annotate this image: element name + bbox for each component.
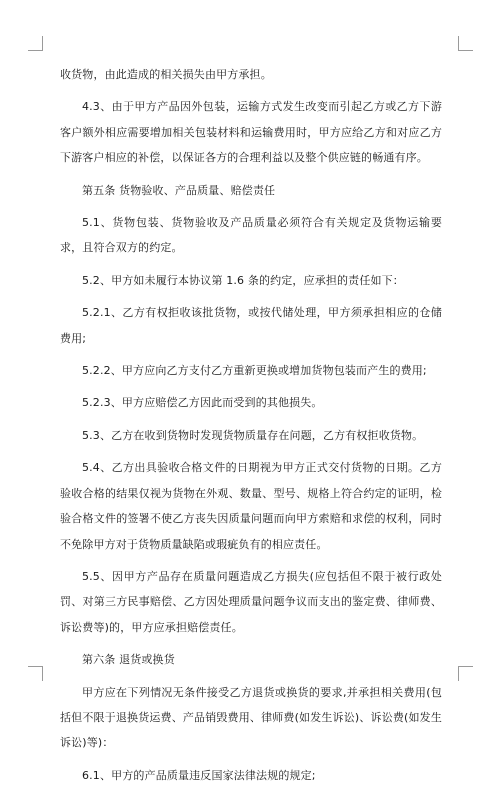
document-body: [60, 62, 442, 788]
paragraph-5-2-1: 5.2.1、乙方有权拒收该批货物，或按代储处理，甲方须承担相应的仓储费用;: [60, 306, 442, 345]
paragraph-5-2-3: 5.2.3、甲方应赔偿乙方因此而受到的其他损失。: [82, 396, 323, 410]
crop-mark-bottom-left: [28, 666, 43, 681]
paragraph-5-3: 5.3、乙方在收到货物时发现货物质量存在问题，乙方有权拒收货物。: [82, 428, 424, 442]
section-heading-5: 第五条 货物验收、产品质量、赔偿责任: [82, 183, 276, 197]
paragraph-continuation: 收货物，由此造成的相关损失由甲方承担。: [60, 68, 272, 81]
paragraph-5-4: 5.4、乙方出具验收合格文件的日期视为甲方正式交付货物的日期。乙方验收合格的结果仅视为货物在外观、数量、型号、规格上符合约定的证明，检验合格文件的签署不使乙方丧失因质量问题而向甲方索赔和求偿的权利，同时不免除甲方对于货物质量缺陷或瑕疵负有的相应责任。: [60, 461, 442, 551]
crop-mark-top-left: [28, 36, 43, 51]
paragraph-5-5: 5.5、因甲方产品存在质量问题造成乙方损失(应包括但不限于被行政处罚、对第三方民事赔偿、乙方因处理质量问题争议而支出的鉴定费、律师费、诉讼费等)的，甲方应承担赔偿责任。: [60, 569, 442, 634]
paragraph-6-intro: 甲方应在下列情况无条件接受乙方退货或换货的要求,并承担相关费用(包括但不限于退换货运费、产品销毁费用、律师费(如发生诉讼)、诉讼费(如发生诉讼)等)：: [60, 685, 442, 750]
crop-mark-top-right: [458, 36, 473, 51]
paragraph-5-2: 5.2、甲方如未履行本协议第 1.6 条的约定，应承担的责任如下：: [82, 273, 404, 287]
section-heading-6: 第六条 退货或换货: [82, 653, 175, 667]
paragraph-4-3: 4.3、由于甲方产品因外包装，运输方式发生改变而引起乙方或乙方下游客户额外相应需要增加相关包装材料和运输费用时，甲方应给乙方和对应乙方下游客户相应的补偿，以保证各方的合理利益以及整个供应链的畅通有序。: [60, 100, 442, 165]
paragraph-5-2-2: 5.2.2、甲方应向乙方支付乙方重新更换或增加货物包装而产生的费用;: [82, 364, 427, 378]
paragraph-5-1: 5.1、货物包装、货物验收及产品质量必须符合有关规定及货物运输要求，且符合双方的约定。: [60, 216, 442, 255]
paragraph-6-1: 6.1、甲方的产品质量违反国家法律法规的规定;: [82, 768, 316, 782]
crop-mark-bottom-right: [458, 666, 473, 681]
